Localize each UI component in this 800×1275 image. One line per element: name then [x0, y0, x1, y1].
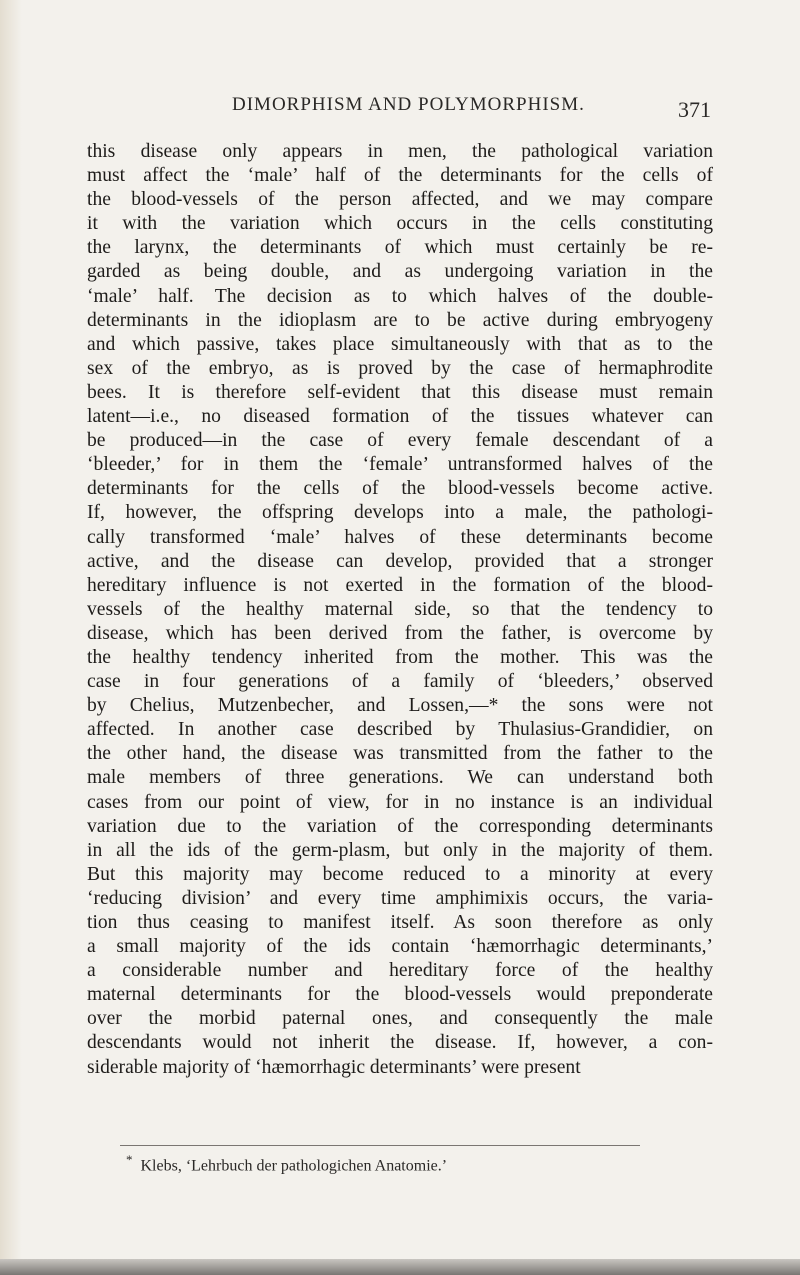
running-title: DIMORPHISM AND POLYMORPHISM. — [232, 94, 585, 115]
page-number: 371 — [678, 97, 711, 122]
text-line: tion thus ceasing to manifest itself. As soon therefore as only — [87, 912, 713, 933]
text-line: must affect the ‘male’ half of the determinants for the cells of — [87, 165, 713, 187]
text-line: ‘reducing division’ and every time amphimixis occurs, the varia- — [87, 887, 713, 909]
text-line: sex of the embryo, as is proved by the case of hermaphrodite — [87, 357, 713, 379]
footnote-text: Klebs, ‘Lehrbuch der pathologichen Anatomie.’ — [140, 1157, 448, 1175]
footnote-mark: * — [126, 1152, 133, 1167]
text-line: vessels of the healthy maternal side, so that the tendency to — [87, 598, 713, 620]
text-line: the larynx, the determinants of which must certainly be re- — [87, 237, 713, 259]
text-line: by Chelius, Mutzenbecher, and Lossen,—* the sons were not — [87, 695, 713, 717]
page-bottom-edge — [0, 1259, 800, 1275]
text-line: case in four generations of a family of ‘bleeders,’ observed — [87, 671, 713, 693]
text-line: over the morbid paternal ones, and consequently the male — [87, 1008, 713, 1030]
footnote-divider — [120, 1145, 640, 1146]
text-line: this disease only appears in men, the pathological variation — [87, 141, 713, 162]
text-line: ‘male’ half. The decision as to which halves of the double- — [87, 285, 713, 307]
text-line: male members of three generations. We can understand both — [87, 767, 713, 789]
text-line: the other hand, the disease was transmitted from the father to the — [87, 743, 713, 765]
text-line: a considerable number and hereditary force of the healthy — [87, 960, 713, 982]
text-line: determinants in the idioplasm are to be active during embryogeny — [87, 309, 713, 331]
text-line: in all the ids of the germ-plasm, but only in the majority of them. — [87, 839, 713, 861]
text-line: be produced—in the case of every female descendant of a — [87, 430, 713, 452]
text-line: the blood-vessels of the person affected, and we may compare — [87, 189, 713, 211]
text-line: But this majority may become reduced to a minority at every — [87, 863, 713, 885]
text-line: garded as being double, and as undergoing variation in the — [87, 261, 713, 283]
text-line: If, however, the offspring develops into a male, the pathologi- — [87, 502, 713, 524]
text-line: bees. It is therefore self-evident that this disease must remain — [87, 381, 713, 403]
text-line: cally transformed ‘male’ halves of these determinants become — [87, 526, 713, 548]
text-line: the healthy tendency inherited from the mother. This was the — [87, 646, 713, 668]
text-line: siderable majority of ‘hæmorrhagic determinants’ were present — [87, 1056, 581, 1078]
text-line: latent—i.e., no diseased formation of the tissues whatever can — [87, 406, 713, 428]
text-line: affected. In another case described by Thulasius-Grandidier, on — [87, 719, 713, 741]
text-line: cases from our point of view, for in no instance is an individual — [87, 791, 713, 813]
text-line: disease, which has been derived from the father, is overcome by — [87, 622, 713, 644]
text-line: ‘bleeder,’ for in them the ‘female’ untransformed halves of the — [87, 454, 713, 476]
page-binding-shadow — [0, 0, 22, 1275]
text-line: active, and the disease can develop, provided that a stronger — [87, 550, 713, 572]
text-line: it with the variation which occurs in the cells constituting — [87, 213, 713, 235]
text-line: and which passive, takes place simultaneously with that as to the — [87, 333, 713, 355]
text-line: hereditary influence is not exerted in the formation of the blood- — [87, 574, 713, 596]
text-line: maternal determinants for the blood-vessels would preponderate — [87, 984, 713, 1006]
text-line: determinants for the cells of the blood-vessels become active. — [87, 478, 713, 500]
text-line: a small majority of the ids contain ‘hæmorrhagic determinants,’ — [87, 936, 713, 958]
body-text — [87, 140, 713, 1080]
footnote — [126, 1152, 447, 1175]
text-line: descendants would not inherit the disease. If, however, a con- — [87, 1032, 713, 1054]
text-line: variation due to the variation of the corresponding determinants — [87, 815, 713, 837]
